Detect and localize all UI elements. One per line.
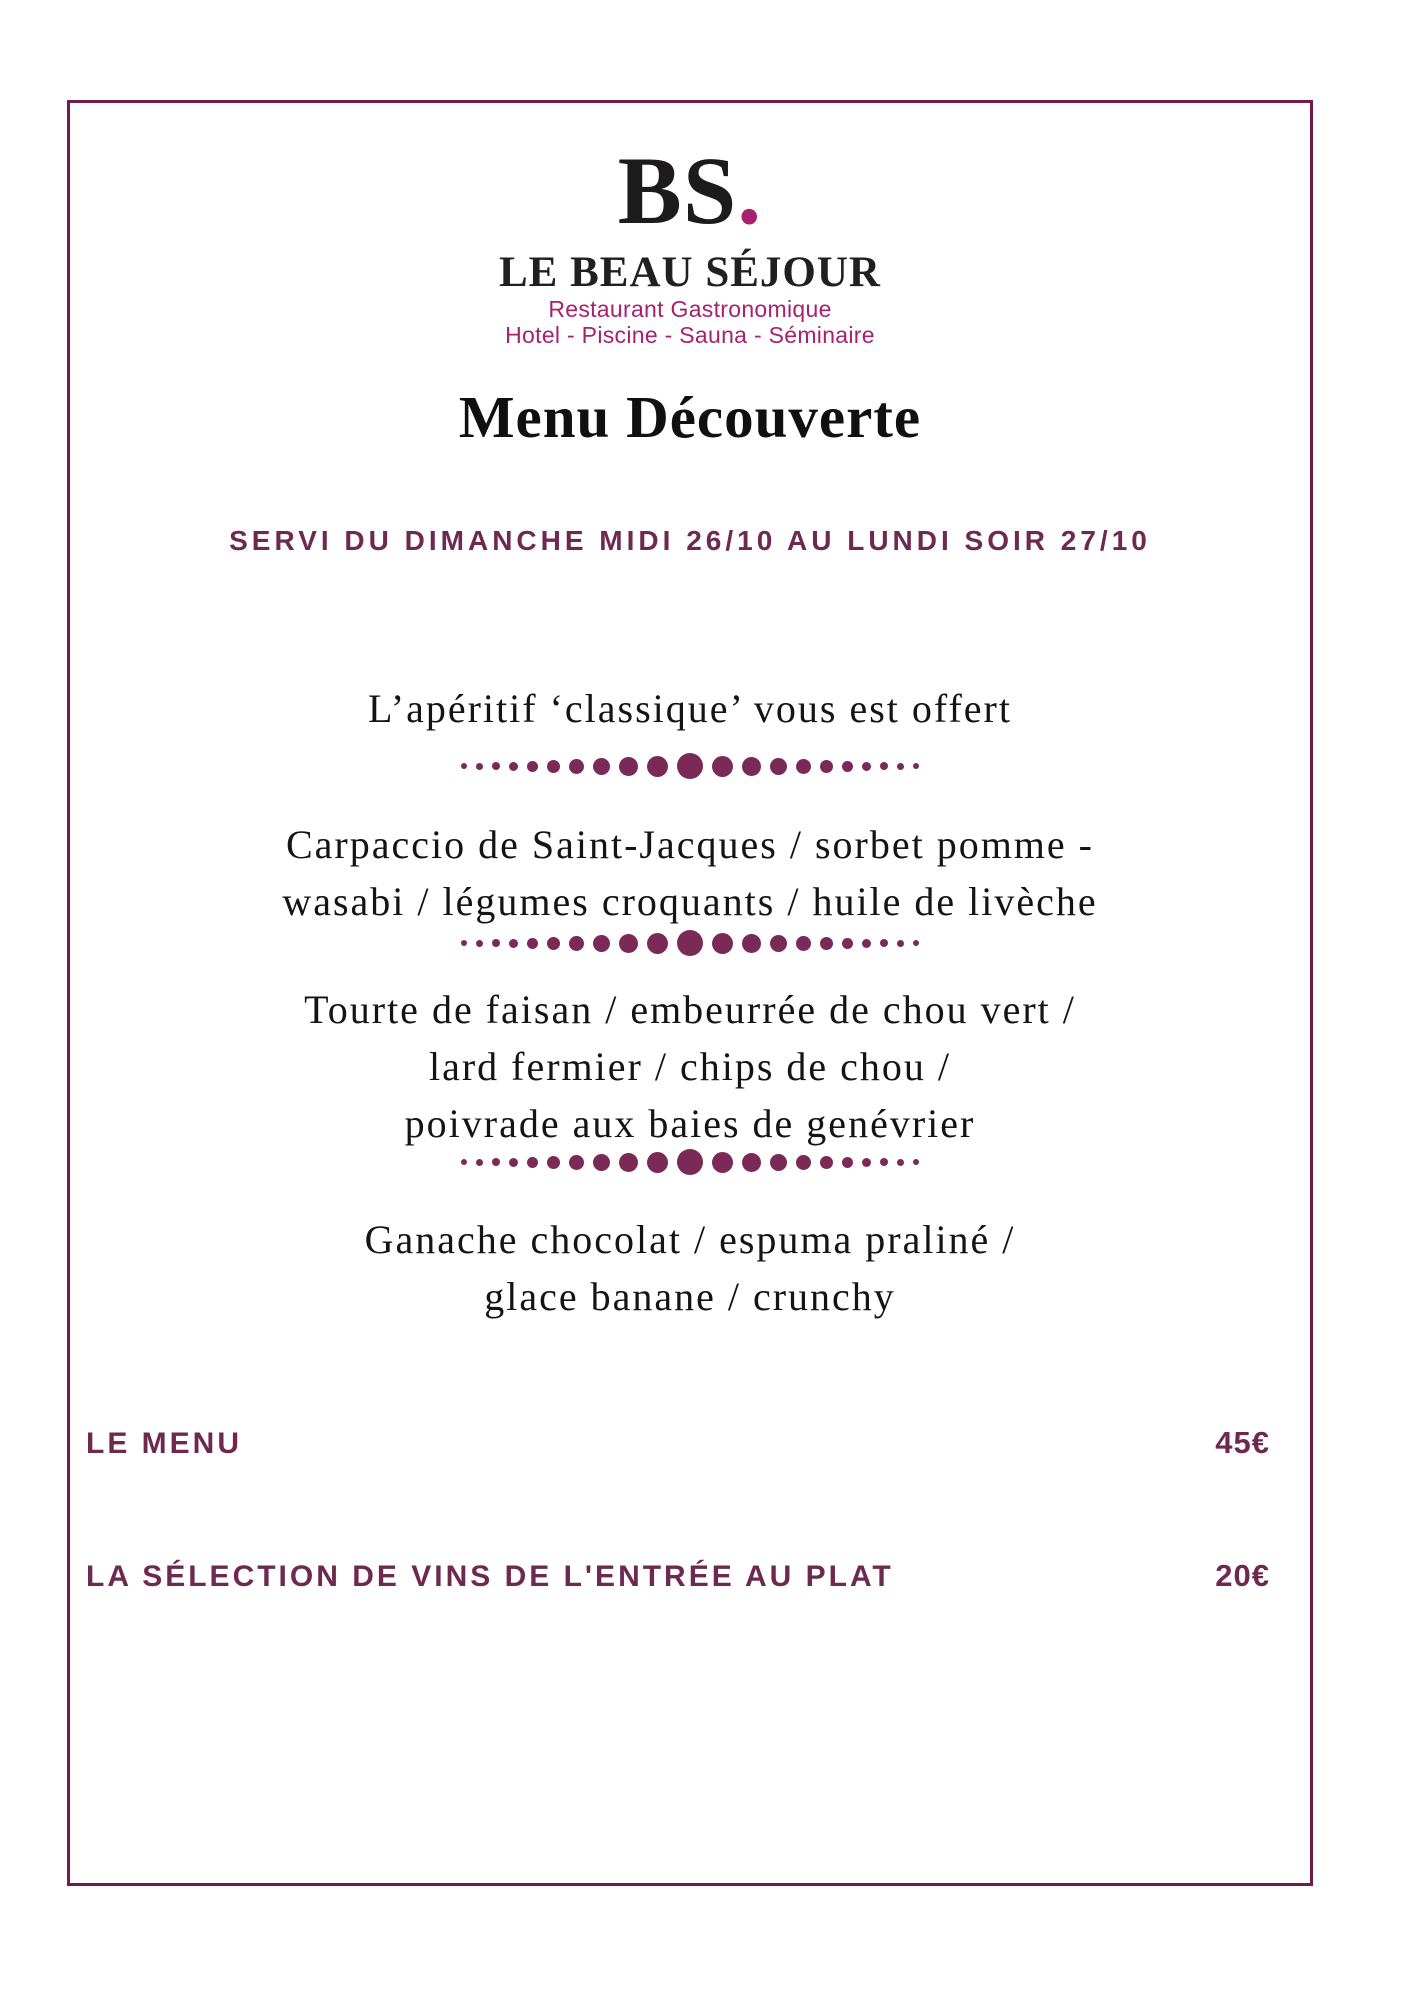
- divider-dot: [842, 1157, 853, 1168]
- divider-dot: [547, 760, 560, 773]
- divider-dot: [461, 940, 467, 946]
- divider-dot: [842, 761, 853, 772]
- divider-dot: [647, 1152, 668, 1173]
- course-aperitif: [70, 680, 1310, 737]
- divider-dot: [712, 756, 733, 777]
- divider-dot: [796, 759, 811, 774]
- divider-dot: [862, 939, 871, 948]
- divider-dot: [796, 936, 811, 951]
- divider-dot: [770, 1154, 787, 1171]
- divider-dot: [712, 1152, 733, 1173]
- divider-dot: [742, 757, 761, 776]
- pricing-price: 45€: [1215, 1425, 1270, 1460]
- divider-dot: [527, 1157, 538, 1168]
- restaurant-tagline: Restaurant Gastronomique: [548, 296, 832, 322]
- divider-dot: [897, 940, 904, 947]
- divider-dot: [677, 753, 703, 779]
- course-line: Tourte de faisan / embeurrée de chou vert /: [304, 987, 1076, 1032]
- divider-dot: [492, 762, 500, 770]
- divider-dot: [647, 933, 668, 954]
- divider-dot: [820, 1156, 833, 1169]
- menu-title: Menu Découverte: [458, 384, 922, 450]
- dotted-divider: [70, 752, 1310, 780]
- divider-dot: [862, 1158, 871, 1167]
- divider-dot: [476, 940, 483, 947]
- restaurant-name: LE BEAU SÉJOUR: [499, 249, 881, 296]
- divider-dot: [913, 1159, 919, 1165]
- divider-dot: [593, 1154, 610, 1171]
- course-line: poivrade aux baies de genévrier: [404, 1101, 976, 1146]
- divider-dot: [712, 933, 733, 954]
- divider-dot: [509, 762, 518, 771]
- divider-dot: [509, 1158, 518, 1167]
- menu-frame: [67, 100, 1313, 1886]
- divider-dot: [476, 1159, 483, 1166]
- divider-dot: [880, 762, 888, 770]
- divider-dot: [527, 938, 538, 949]
- course-line: glace banane / crunchy: [484, 1274, 896, 1319]
- divider-dot: [897, 1159, 904, 1166]
- divider-dot: [619, 934, 638, 953]
- divider-dot: [461, 763, 467, 769]
- divider-dot: [820, 760, 833, 773]
- divider-dot: [880, 1158, 888, 1166]
- divider-dot: [770, 935, 787, 952]
- pricing-label: LE MENU: [86, 1427, 242, 1460]
- course-line: L’apéritif ‘classique’ vous est offert: [368, 686, 1012, 731]
- divider-dot: [492, 939, 500, 947]
- divider-dot: [569, 759, 584, 774]
- dotted-divider: [70, 1148, 1310, 1176]
- serving-notice: SERVI DU DIMANCHE MIDI 26/10 AU LUNDI SOIR 27/10: [229, 525, 1151, 556]
- divider-dot: [742, 934, 761, 953]
- divider-dot: [880, 939, 888, 947]
- divider-dot: [527, 761, 538, 772]
- divider-dot: [677, 930, 703, 956]
- restaurant-services: Hotel - Piscine - Sauna - Séminaire: [505, 322, 875, 348]
- divider-dot: [593, 935, 610, 952]
- divider-dot: [492, 1158, 500, 1166]
- dotted-divider: [70, 929, 1310, 957]
- course-starter: [70, 816, 1310, 930]
- divider-dot: [569, 1155, 584, 1170]
- divider-dot: [742, 1153, 761, 1172]
- divider-dot: [647, 756, 668, 777]
- divider-dot: [476, 763, 483, 770]
- divider-dot: [897, 763, 904, 770]
- divider-dot: [547, 1156, 560, 1169]
- divider-dot: [461, 1159, 467, 1165]
- divider-dot: [796, 1155, 811, 1170]
- course-main: [70, 981, 1310, 1152]
- divider-dot: [862, 762, 871, 771]
- divider-dot: [842, 938, 853, 949]
- divider-dot: [569, 936, 584, 951]
- pricing-row-menu: [70, 1425, 1310, 1461]
- divider-dot: [770, 758, 787, 775]
- divider-dot: [619, 1153, 638, 1172]
- pricing-label: LA SÉLECTION DE VINS DE L'ENTRÉE AU PLAT: [86, 1560, 894, 1593]
- course-dessert: [70, 1211, 1310, 1325]
- divider-dot: [509, 939, 518, 948]
- pricing-price: 20€: [1215, 1558, 1270, 1593]
- divider-dot: [913, 940, 919, 946]
- divider-dot: [593, 758, 610, 775]
- course-line: Carpaccio de Saint-Jacques / sorbet pomme -: [286, 822, 1094, 867]
- logo: [70, 137, 1310, 244]
- divider-dot: [677, 1149, 703, 1175]
- divider-dot: [820, 937, 833, 950]
- pricing-row-wine: [70, 1558, 1310, 1594]
- divider-dot: [547, 937, 560, 950]
- logo-dot: .: [737, 137, 763, 244]
- course-line: lard fermier / chips de chou /: [428, 1044, 952, 1089]
- logo-initials: BS: [617, 137, 738, 244]
- course-line: Ganache chocolat / espuma praliné /: [364, 1217, 1016, 1262]
- course-line: wasabi / légumes croquants / huile de livèche: [282, 879, 1098, 924]
- divider-dot: [913, 763, 919, 769]
- divider-dot: [619, 757, 638, 776]
